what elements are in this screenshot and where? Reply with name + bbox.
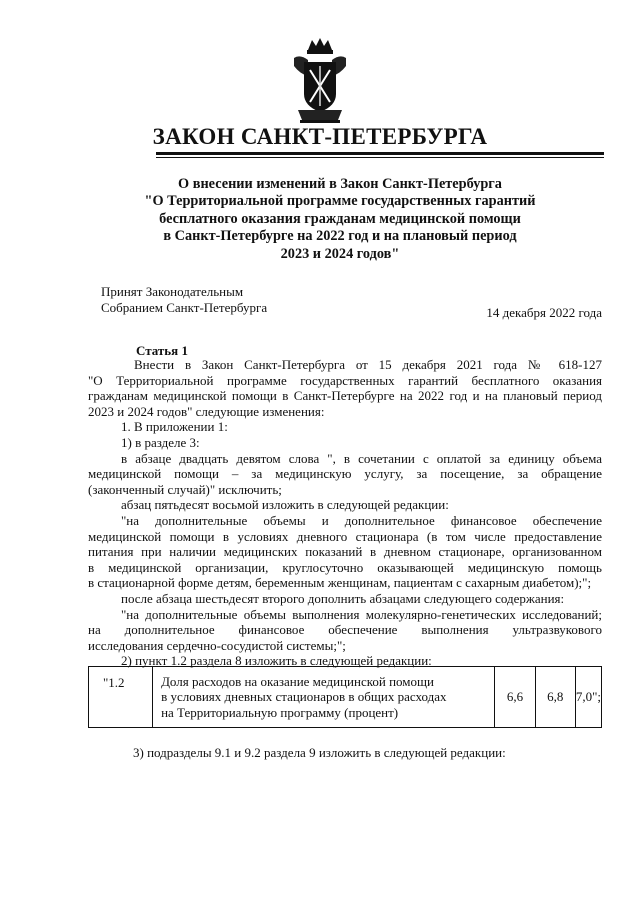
article-line: 1. В приложении 1: <box>121 419 228 435</box>
title-rule-thick <box>156 152 604 155</box>
article-line: медицинской помощи в условиях дневного стационара (в том числе предоставление <box>88 528 602 544</box>
article-line: (законченный случай)" исключить; <box>88 481 282 497</box>
subtitle-line: бесплатного оказания гражданам медицинской помощи <box>159 210 521 227</box>
after-table-text: 3) подразделы 9.1 и 9.2 раздела 9 изложить в следующей редакции: <box>133 745 506 760</box>
subtitle-line: 2023 и 2024 годов" <box>280 245 400 262</box>
article-heading: Статья 1 <box>136 343 188 358</box>
article-line: на дополнительное финансовое обеспечение выполнения ультразвукового <box>88 622 602 638</box>
article-line: медицинской помощи – за медицинскую услугу, за посещение, за обращение <box>88 466 602 482</box>
article-line: 1) в разделе 3: <box>121 434 200 450</box>
table-cell-value-2022: 6,6 <box>495 667 535 728</box>
article-line: абзац пятьдесят восьмой изложить в следующей редакции: <box>121 497 449 513</box>
article-body <box>88 357 602 669</box>
table-cell-indicator <box>153 667 495 728</box>
adoption-line: Принят Законодательным <box>101 284 244 299</box>
article-line: в стационарной форме детям, беременным женщинам, пациентам с сахарным диабетом);"; <box>88 575 592 591</box>
indicator-line: на Территориальную программу (процент) <box>161 704 399 720</box>
subtitle-line: в Санкт-Петербурге на 2022 год и на плановый период <box>163 228 517 245</box>
article-line: 2023 и 2024 годов" следующие изменения: <box>88 403 325 419</box>
article-line: "на дополнительные объемы выполнения молекулярно-генетических исследований; <box>121 606 602 622</box>
adoption-date: 14 декабря 2022 года <box>486 305 602 320</box>
table-cell-value-2024: 7,0"; <box>575 667 601 728</box>
adoption-line: Собранием Санкт-Петербурга <box>101 300 268 315</box>
article-line: в абзаце двадцать девятом слова ", в сочетании с оплатой за единицу объема <box>121 450 602 466</box>
article-line: в медицинской организации, круглосуточно оказывающей медицинскую помощь <box>88 559 602 575</box>
article-line: Внести в Закон Санкт-Петербурга от 15 декабря 2021 года № 618-127 <box>134 357 602 372</box>
article-line: 2) пункт 1.2 раздела 8 изложить в следующей редакции: <box>121 653 432 669</box>
article-line: гражданам медицинской помощи в Санкт-Петербурге на 2022 год и на плановый период <box>88 388 602 404</box>
law-subtitle <box>140 176 540 263</box>
table-cell-value-2023: 6,8 <box>535 667 575 728</box>
adoption-body <box>101 284 267 316</box>
article-line: после абзаца шестьдесят второго дополнить абзацами следующего содержания: <box>121 590 565 606</box>
coat-of-arms-emblem <box>290 36 350 124</box>
indicator-table <box>88 666 602 728</box>
table-row <box>89 667 602 728</box>
table-cell-number: "1.2 <box>89 667 153 728</box>
indicator-line: в условиях дневных стационаров в общих расходах <box>161 689 447 705</box>
subtitle-line: "О Территориальной программе государственных гарантий <box>144 193 536 210</box>
law-title: ЗАКОН САНКТ-ПЕТЕРБУРГА <box>152 124 488 149</box>
indicator-line: Доля расходов на оказание медицинской помощи <box>161 673 434 689</box>
subtitle-line: О внесении изменений в Закон Санкт-Петербурга <box>178 176 502 192</box>
title-rule-thin <box>156 157 604 158</box>
article-line: "О Территориальной программе государственных гарантий бесплатного оказания <box>88 372 602 388</box>
article-line: исследования сердечно-сосудистой системы;"; <box>88 637 346 653</box>
article-line: питания при наличии медицинских показаний в дневном стационаре, организованном <box>88 544 602 560</box>
article-line: "на дополнительные объемы и дополнительное финансовое обеспечение <box>121 512 602 528</box>
